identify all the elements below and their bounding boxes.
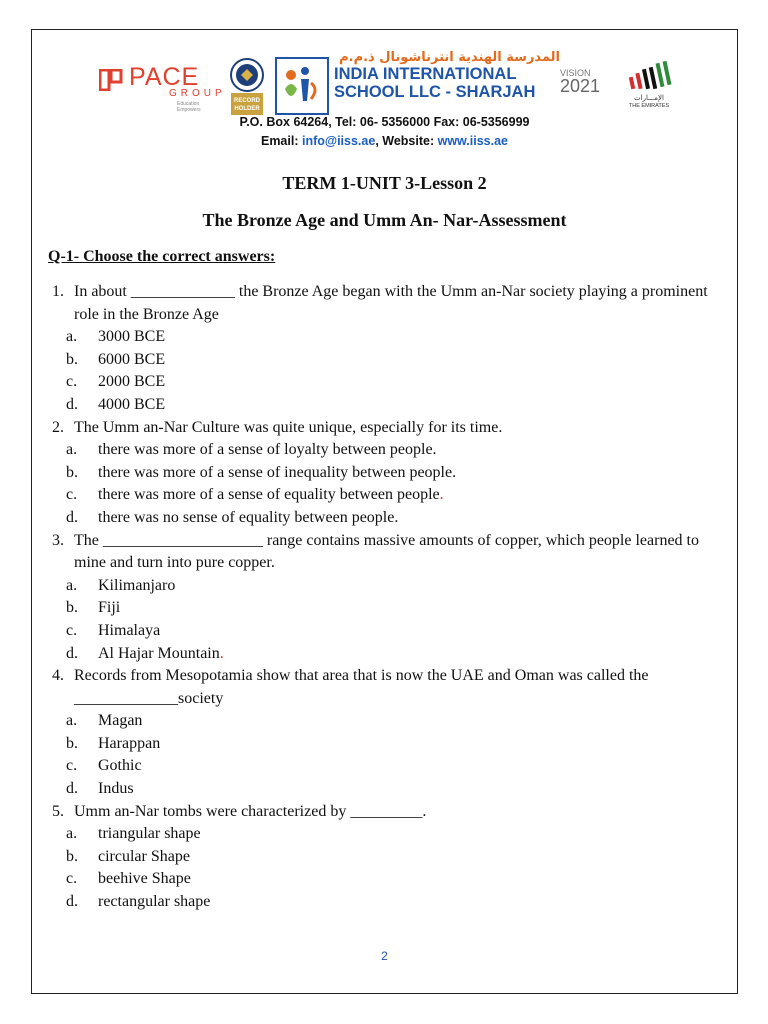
pace-tagline: Education Empowers xyxy=(177,101,201,113)
email-link[interactable]: info@iiss.ae xyxy=(301,134,376,148)
emirates-bars-icon xyxy=(624,59,674,93)
option-text: Harappan xyxy=(98,734,161,752)
vision-2021-logo xyxy=(560,68,610,108)
question-number: 4. xyxy=(52,667,64,685)
school-name-block xyxy=(334,50,560,101)
answer-option[interactable] xyxy=(52,620,727,643)
document-page xyxy=(31,29,738,994)
answer-option[interactable] xyxy=(52,778,727,801)
option-letter: a. xyxy=(66,441,78,459)
option-letter: c. xyxy=(66,757,78,775)
option-letter: c. xyxy=(66,486,78,504)
answer-option[interactable] xyxy=(52,394,727,417)
answer-option[interactable] xyxy=(52,823,727,846)
answer-option[interactable] xyxy=(52,371,727,394)
answer-option[interactable] xyxy=(52,710,727,733)
contact-web-line xyxy=(32,134,737,148)
iis-school-logo xyxy=(275,57,329,115)
answer-option[interactable] xyxy=(52,597,727,620)
option-letter: b. xyxy=(66,847,78,865)
pace-group-text: GROUP xyxy=(169,88,226,99)
option-letter: b. xyxy=(66,463,78,481)
option-letter: b. xyxy=(66,734,78,752)
email-label: Email: xyxy=(260,134,302,148)
question-item xyxy=(52,417,727,440)
option-text: there was no sense of equality between people. xyxy=(98,508,399,526)
option-letter: d. xyxy=(66,395,78,413)
answer-option[interactable] xyxy=(52,507,727,530)
question-item xyxy=(52,281,727,326)
iis-emblem-icon xyxy=(277,59,327,113)
question-text: Umm an-Nar tombs were characterized by _________. xyxy=(74,802,427,820)
vision-word: VISION xyxy=(560,68,591,78)
option-letter: a. xyxy=(66,825,78,843)
answer-option[interactable] xyxy=(52,326,727,349)
emirates-arabic: الإمـــارات xyxy=(634,94,664,102)
question-number: 1. xyxy=(52,283,64,300)
svg-text:HOLDER: HOLDER xyxy=(234,106,260,112)
option-text: 4000 BCE xyxy=(98,395,166,413)
letterhead xyxy=(32,30,737,160)
option-text: Al Hajar Mountain xyxy=(98,644,220,662)
question-text: In about _____________ the Bronze Age began with the Umm an-Nar society playing a prominent role in the Bronze Age xyxy=(74,283,708,323)
vision-year: 2021 xyxy=(560,76,601,96)
option-text: circular Shape xyxy=(98,847,190,865)
option-text: Fiji xyxy=(98,599,121,617)
option-letter: d. xyxy=(66,644,78,662)
option-text: Indus xyxy=(98,780,134,798)
guinness-badge-text: RECORD xyxy=(233,98,261,104)
question-text: The ____________________ range contains massive amounts of copper, which people learned to mine and turn into pure copper. xyxy=(74,531,699,572)
option-letter: b. xyxy=(66,350,78,368)
page-number: 2 xyxy=(381,949,388,963)
school-name-line1: INDIA INTERNATIONAL xyxy=(334,65,517,83)
answer-option[interactable] xyxy=(52,846,727,869)
option-letter: d. xyxy=(66,780,78,798)
option-text: 6000 BCE xyxy=(98,350,166,368)
option-text: triangular shape xyxy=(98,825,201,843)
school-name-arabic: المدرسة الهندية انترناشونال ذ.م.م xyxy=(339,50,560,65)
pace-name: PACE xyxy=(129,63,200,91)
option-text: Magan xyxy=(98,712,143,730)
answer-option[interactable] xyxy=(52,868,727,891)
answer-option[interactable] xyxy=(52,891,727,914)
option-text: beehive Shape xyxy=(98,870,191,888)
option-letter: d. xyxy=(66,893,78,911)
website-link[interactable]: www.iiss.ae xyxy=(437,134,508,148)
option-text: 3000 BCE xyxy=(98,328,166,346)
option-letter: b. xyxy=(66,599,78,617)
question-number: 2. xyxy=(52,418,64,436)
option-text: rectangular shape xyxy=(98,893,211,911)
question-item xyxy=(52,801,727,824)
option-letter: a. xyxy=(66,328,78,346)
answer-option[interactable] xyxy=(52,643,727,666)
pace-logo-icon xyxy=(99,69,123,91)
question-text: Records from Mesopotamia show that area that is now the UAE and Oman was called the _____________society xyxy=(74,667,649,707)
option-letter: d. xyxy=(66,508,78,526)
answer-option[interactable] xyxy=(52,462,727,485)
option-text: there was more of a sense of equality between people xyxy=(98,486,440,504)
question-text: The Umm an-Nar Culture was quite unique, especially for its time. xyxy=(74,418,503,436)
page-subtitle: The Bronze Age and Umm An- Nar-Assessment xyxy=(202,210,567,230)
option-letter: a. xyxy=(66,712,78,730)
option-mark: . xyxy=(219,644,224,662)
answer-option[interactable] xyxy=(52,349,727,372)
question-number: 5. xyxy=(52,802,64,820)
option-text: Kilimanjaro xyxy=(98,576,176,594)
answer-option[interactable] xyxy=(52,755,727,778)
question-item xyxy=(52,665,727,710)
section-heading: Q-1- Choose the correct answers: xyxy=(48,248,276,265)
guinness-record-logo xyxy=(227,57,267,117)
option-text: Himalaya xyxy=(98,621,161,639)
answer-option[interactable] xyxy=(52,439,727,462)
website-label: , Website: xyxy=(375,134,438,148)
emirates-english: THE EMIRATES xyxy=(628,103,670,109)
question-item xyxy=(52,530,727,575)
option-text: there was more of a sense of loyalty between people. xyxy=(98,441,437,459)
option-text: Gothic xyxy=(98,757,142,775)
option-letter: c. xyxy=(66,621,78,639)
option-letter: c. xyxy=(66,870,78,888)
answer-option[interactable] xyxy=(52,484,727,507)
answer-option[interactable] xyxy=(52,733,727,756)
option-letter: a. xyxy=(66,576,78,594)
question-list xyxy=(52,281,727,914)
option-text: 2000 BCE xyxy=(98,373,166,391)
option-mark: . xyxy=(439,486,444,504)
option-text: there was more of a sense of inequality between people. xyxy=(98,463,457,481)
page-title: TERM 1-UNIT 3-Lesson 2 xyxy=(282,173,487,193)
school-name-line2: SCHOOL LLC - SHARJAH xyxy=(334,83,536,101)
pace-group-logo xyxy=(99,63,226,113)
answer-option[interactable] xyxy=(52,575,727,598)
question-number: 3. xyxy=(52,531,64,549)
option-letter: c. xyxy=(66,373,78,391)
contact-address-line: P.O. Box 64264, Tel: 06- 5356000 Fax: 06-5356999 xyxy=(239,115,530,129)
the-emirates-logo xyxy=(624,59,674,119)
